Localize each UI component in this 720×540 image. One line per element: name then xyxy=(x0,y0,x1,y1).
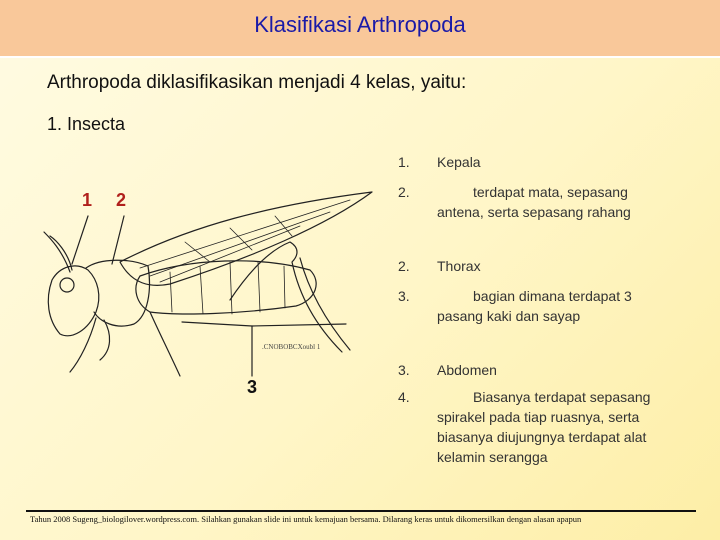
front-leg-shape xyxy=(70,318,110,372)
definition-text: bagian dimana terdapat 3 pasang kaki dan sayap xyxy=(437,288,632,324)
definition-number: 2. xyxy=(398,258,410,274)
intro-text: Arthropoda diklasifikasikan menjadi 4 kelas, yaitu: xyxy=(47,72,467,93)
head-shape xyxy=(48,266,99,336)
definition-number: 2. xyxy=(398,184,410,200)
callout-3: 3 xyxy=(247,377,258,397)
figure-watermark: .CNOBOBCXoubl 1 xyxy=(262,343,321,351)
section-heading: 1. Insecta xyxy=(47,114,126,134)
callout-2: 2 xyxy=(116,190,127,210)
definition-number: 1. xyxy=(398,154,410,170)
callout-line-1 xyxy=(72,216,88,264)
middle-leg-shape xyxy=(150,312,180,376)
wing-shape xyxy=(120,192,372,285)
definition-text: Abdomen xyxy=(437,362,497,378)
antenna-left-shape xyxy=(44,232,70,272)
slide-title: Klasifikasi Arthropoda xyxy=(254,12,466,37)
definition-text: Biasanya terdapat sepasang spirakel pada tiap ruasnya, serta biasanya diujungnya terdapat alat kelamin serangga xyxy=(437,389,651,465)
callout-line-3a xyxy=(182,322,346,326)
footer-text: Tahun 2008 Sugeng_biologilover.wordpress.com. Silahkan gunakan slide ini untuk kemajuan bersama. Dilarang keras untuk dikomersilkan dengan alasan apapun xyxy=(30,514,582,524)
definition-text: Thorax xyxy=(437,258,481,274)
definition-number: 4. xyxy=(398,389,410,405)
hind-leg-shape xyxy=(230,242,342,352)
footer-divider xyxy=(26,510,696,512)
definition-number: 3. xyxy=(398,288,410,304)
eye-shape xyxy=(60,278,74,292)
callout-line-2 xyxy=(112,216,124,264)
definition-text: Kepala xyxy=(437,154,481,170)
definition-text: terdapat mata, sepasang antena, serta sepasang rahang xyxy=(437,184,631,220)
hind-leg-tibia-shape xyxy=(300,258,350,350)
callout-1: 1 xyxy=(82,190,93,210)
abdomen-shape xyxy=(136,261,316,314)
thorax-shape xyxy=(86,260,149,326)
definition-number: 3. xyxy=(398,362,410,378)
